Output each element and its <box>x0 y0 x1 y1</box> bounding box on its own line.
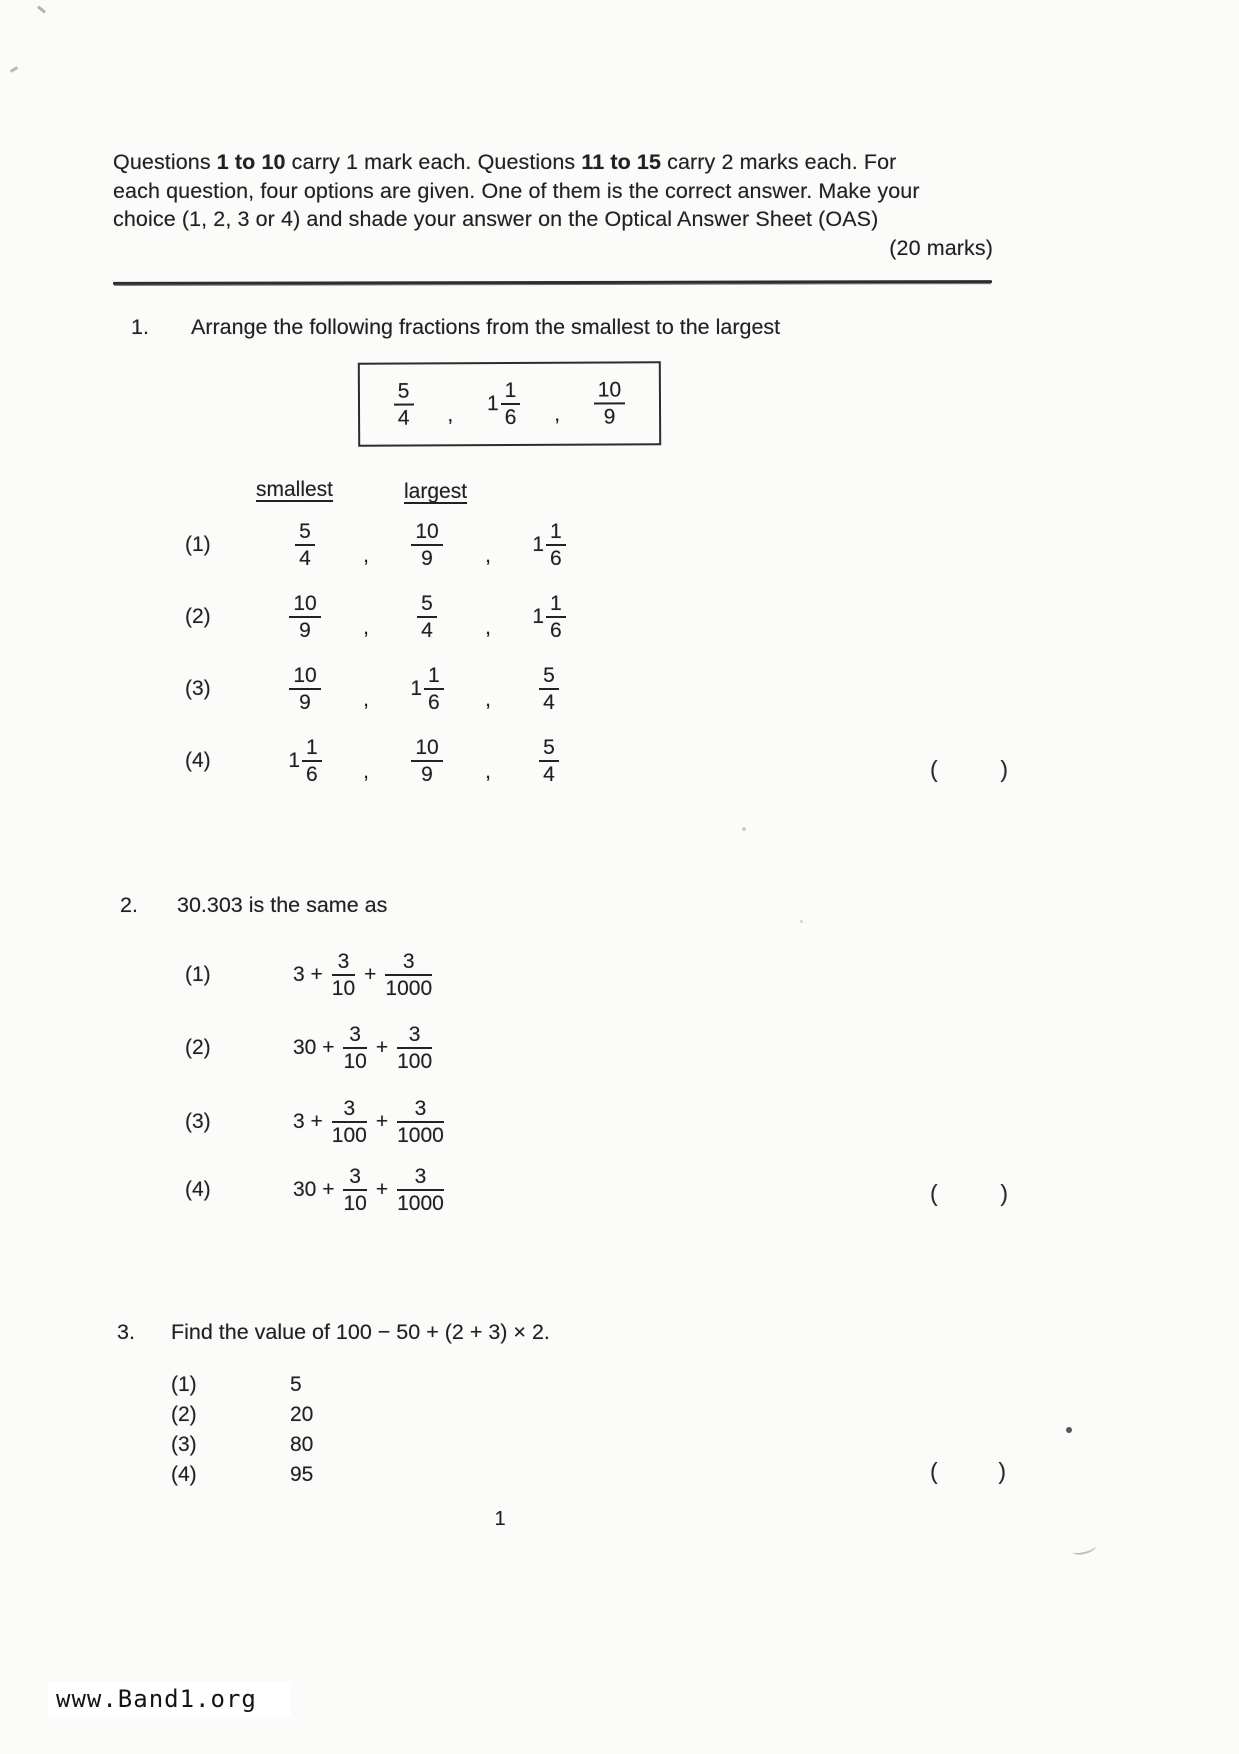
q3-option-1 <box>171 1370 313 1400</box>
fraction <box>594 379 626 427</box>
text-segment: Questions <box>113 150 217 174</box>
fraction-stack <box>501 380 521 428</box>
option-cell <box>499 665 599 713</box>
fraction-stack <box>546 593 566 641</box>
option-value: 5 <box>290 1373 302 1396</box>
fraction-stack <box>594 379 626 427</box>
plus-operator: + <box>375 1178 389 1201</box>
fraction <box>411 521 442 569</box>
fraction-numerator: 10 <box>594 379 625 404</box>
fraction-whole: 1 <box>532 605 544 628</box>
fraction-denominator: 10 <box>343 1192 367 1215</box>
fraction-denominator: 4 <box>421 619 433 642</box>
text-segment: carry 1 mark each. Questions <box>285 150 582 174</box>
q1-smallest-label: smallest <box>256 478 334 501</box>
q2-number: 2. <box>120 893 138 917</box>
fraction <box>295 521 315 569</box>
fraction-whole: 1 <box>486 392 499 416</box>
fraction-stack <box>302 737 322 785</box>
fraction-numerator: 5 <box>417 593 437 618</box>
option-label: (3) <box>185 1110 211 1133</box>
fraction-denominator: 1000 <box>397 1192 444 1215</box>
scan-artifact <box>10 66 18 73</box>
option-label: (4) <box>171 1463 197 1486</box>
comma-separator: , <box>485 544 491 567</box>
fraction-stack <box>546 521 566 569</box>
expression-lead: 3 + <box>293 1110 323 1133</box>
fraction-stack <box>397 1166 444 1214</box>
option-cell <box>499 737 599 785</box>
q3-option-3 <box>171 1430 313 1460</box>
close-paren: ) <box>1000 756 1008 782</box>
fraction-denominator: 9 <box>299 619 311 642</box>
fraction <box>394 381 414 429</box>
comma-separator: , <box>485 616 491 639</box>
fraction-stack <box>343 1024 366 1072</box>
fraction-denominator: 4 <box>543 763 555 786</box>
q1-option-4 <box>185 729 599 793</box>
fraction-denominator: 9 <box>603 405 616 429</box>
fraction <box>288 737 321 785</box>
fraction-stack <box>539 737 559 785</box>
q3-options <box>171 1370 313 1490</box>
instructions-line-3: choice (1, 2, 3 or 4) and shade your answer on the Optical Answer Sheet (OAS) <box>113 207 879 232</box>
fraction-denominator: 4 <box>299 547 311 570</box>
fraction-denominator: 10 <box>331 977 356 1000</box>
fraction-numerator: 1 <box>546 521 566 546</box>
q1-fraction-box <box>358 361 661 447</box>
fraction-numerator: 5 <box>539 665 559 690</box>
fraction <box>539 737 559 785</box>
fraction-denominator: 100 <box>397 1050 433 1073</box>
option-cell <box>499 593 599 641</box>
option-cell <box>377 521 477 569</box>
q1-largest-label: largest <box>404 480 468 503</box>
option-label: (3) <box>171 1433 197 1456</box>
expression-lead: 3 + <box>293 963 323 986</box>
q3-option-4 <box>171 1460 313 1490</box>
fraction-denominator: 1000 <box>397 1124 444 1147</box>
fraction-stack <box>394 381 414 429</box>
fraction <box>417 593 437 641</box>
fraction-denominator: 100 <box>331 1124 367 1147</box>
fraction-numerator: 1 <box>302 737 322 762</box>
fraction-stack <box>424 665 444 713</box>
fraction-stack <box>417 593 437 641</box>
fraction-denominator: 9 <box>421 763 433 786</box>
expression-lead: 30 + <box>293 1036 335 1059</box>
q1-option-3 <box>185 657 599 721</box>
fraction-numerator: 5 <box>295 521 315 546</box>
open-paren: ( <box>930 1180 938 1206</box>
fraction-stack <box>343 1166 366 1214</box>
expression-lead: 30 + <box>293 1178 335 1201</box>
comma-separator: , <box>485 688 491 711</box>
fraction-numerator: 3 <box>332 1098 367 1123</box>
option-label: (1) <box>185 533 211 556</box>
close-paren: ) <box>1000 1180 1008 1206</box>
fraction <box>532 521 565 569</box>
comma-separator: , <box>447 403 454 427</box>
fraction <box>289 593 320 641</box>
fraction-denominator: 9 <box>299 691 311 714</box>
fraction <box>487 380 521 428</box>
fraction-numerator: 3 <box>385 951 432 976</box>
scan-artifact <box>1071 1541 1097 1557</box>
fraction-stack <box>397 1024 432 1072</box>
fraction-stack <box>289 665 320 713</box>
plus-operator: + <box>375 1036 389 1059</box>
option-label: (1) <box>185 963 211 986</box>
fraction <box>410 665 443 713</box>
option-label: (2) <box>171 1403 197 1426</box>
close-paren: ) <box>998 1458 1006 1484</box>
fraction-numerator: 3 <box>343 1166 366 1191</box>
fraction-numerator: 3 <box>397 1166 444 1191</box>
fraction-denominator: 6 <box>428 691 440 714</box>
page-number: 1 <box>494 1508 506 1530</box>
q2-option-4 <box>185 1155 444 1225</box>
plus-operator: + <box>364 963 377 986</box>
option-cell <box>377 737 477 785</box>
fraction-stack <box>411 521 442 569</box>
q1-answer-blank <box>930 756 1008 783</box>
q1-text: Arrange the following fractions from the smallest to the largest <box>191 315 781 339</box>
fraction-whole: 1 <box>532 533 544 556</box>
fraction-numerator: 10 <box>411 737 442 762</box>
text-segment: 1 to 10 <box>216 150 286 174</box>
scan-artifact <box>742 827 746 831</box>
total-marks: (20 marks) <box>889 235 993 260</box>
q3-number: 3. <box>117 1320 135 1344</box>
option-cell <box>377 593 477 641</box>
fraction-denominator: 6 <box>504 405 517 430</box>
option-value: 80 <box>290 1433 314 1456</box>
fraction-numerator: 3 <box>397 1024 432 1049</box>
option-cell <box>255 593 355 641</box>
fraction-stack <box>295 521 315 569</box>
fraction <box>289 665 320 713</box>
fraction-denominator: 6 <box>550 619 562 642</box>
q1-option-1 <box>185 513 599 577</box>
q2-answer-blank <box>930 1180 1008 1207</box>
option-cell <box>255 665 355 713</box>
q3-answer-blank <box>930 1458 1006 1485</box>
instructions-line-1 <box>113 148 993 177</box>
q1-option-2 <box>185 585 599 649</box>
option-value: 95 <box>290 1463 314 1486</box>
comma-separator: , <box>363 616 369 639</box>
open-paren: ( <box>930 756 938 782</box>
comma-separator: , <box>554 402 561 426</box>
fraction-numerator: 1 <box>501 380 521 405</box>
scan-artifact <box>800 920 803 923</box>
fraction-stack <box>411 737 442 785</box>
fraction-stack <box>332 951 355 999</box>
text-segment: carry 2 marks each. For <box>661 150 897 174</box>
fraction-numerator: 3 <box>332 951 355 976</box>
q2-text: 30.303 is the same as <box>177 893 388 917</box>
fraction-denominator: 6 <box>550 547 562 570</box>
fraction-whole: 1 <box>288 749 300 772</box>
open-paren: ( <box>930 1458 938 1484</box>
option-label: (3) <box>185 677 211 700</box>
fraction-denominator: 9 <box>421 547 433 570</box>
scan-artifact <box>1066 1427 1072 1433</box>
option-cell <box>377 665 477 713</box>
fraction <box>411 737 442 785</box>
q2-option-2 <box>185 1013 432 1083</box>
option-label: (2) <box>185 1036 211 1059</box>
fraction-numerator: 10 <box>411 521 442 546</box>
option-value: 20 <box>290 1403 314 1426</box>
fraction-denominator: 1000 <box>385 977 433 1000</box>
option-label: (1) <box>171 1373 197 1396</box>
fraction-numerator: 5 <box>539 737 559 762</box>
fraction-numerator: 5 <box>394 381 414 406</box>
fraction-stack <box>539 665 559 713</box>
option-label: (4) <box>185 749 211 772</box>
option-cell <box>499 521 599 569</box>
fraction-stack <box>289 593 320 641</box>
q2-option-3 <box>185 1087 444 1157</box>
fraction-numerator: 3 <box>343 1024 366 1049</box>
header-divider <box>113 280 992 285</box>
instructions-line-2: each question, four options are given. One of them is the correct answer. Make your <box>113 178 920 203</box>
fraction <box>539 665 559 713</box>
fraction <box>532 593 565 641</box>
fraction-whole: 1 <box>410 677 422 700</box>
comma-separator: , <box>363 688 369 711</box>
scan-artifact <box>37 6 46 14</box>
fraction-numerator: 10 <box>289 593 320 618</box>
fraction-numerator: 3 <box>397 1098 444 1123</box>
fraction-numerator: 1 <box>546 593 566 618</box>
instructions <box>113 148 993 262</box>
option-cell <box>255 737 355 785</box>
q1-number: 1. <box>131 315 149 339</box>
option-label: (4) <box>185 1178 211 1201</box>
fraction-denominator: 4 <box>397 406 410 430</box>
q2-option-1 <box>185 940 432 1010</box>
fraction-denominator: 10 <box>343 1050 367 1073</box>
fraction-numerator: 10 <box>289 665 320 690</box>
fraction-denominator: 4 <box>543 691 555 714</box>
comma-separator: , <box>363 760 369 783</box>
option-label: (2) <box>185 605 211 628</box>
fraction-stack <box>385 951 432 999</box>
q3-text: Find the value of 100 − 50 + (2 + 3) × 2. <box>171 1320 550 1344</box>
text-segment: 11 to 15 <box>581 150 662 174</box>
fraction-stack <box>397 1098 444 1146</box>
comma-separator: , <box>485 760 491 783</box>
fraction-numerator: 1 <box>424 665 444 690</box>
option-cell <box>255 521 355 569</box>
q3-option-2 <box>171 1400 313 1430</box>
fraction-stack <box>332 1098 367 1146</box>
watermark: www.Band1.org <box>48 1682 291 1717</box>
plus-operator: + <box>375 1110 389 1133</box>
fraction-denominator: 6 <box>306 763 318 786</box>
comma-separator: , <box>363 544 369 567</box>
